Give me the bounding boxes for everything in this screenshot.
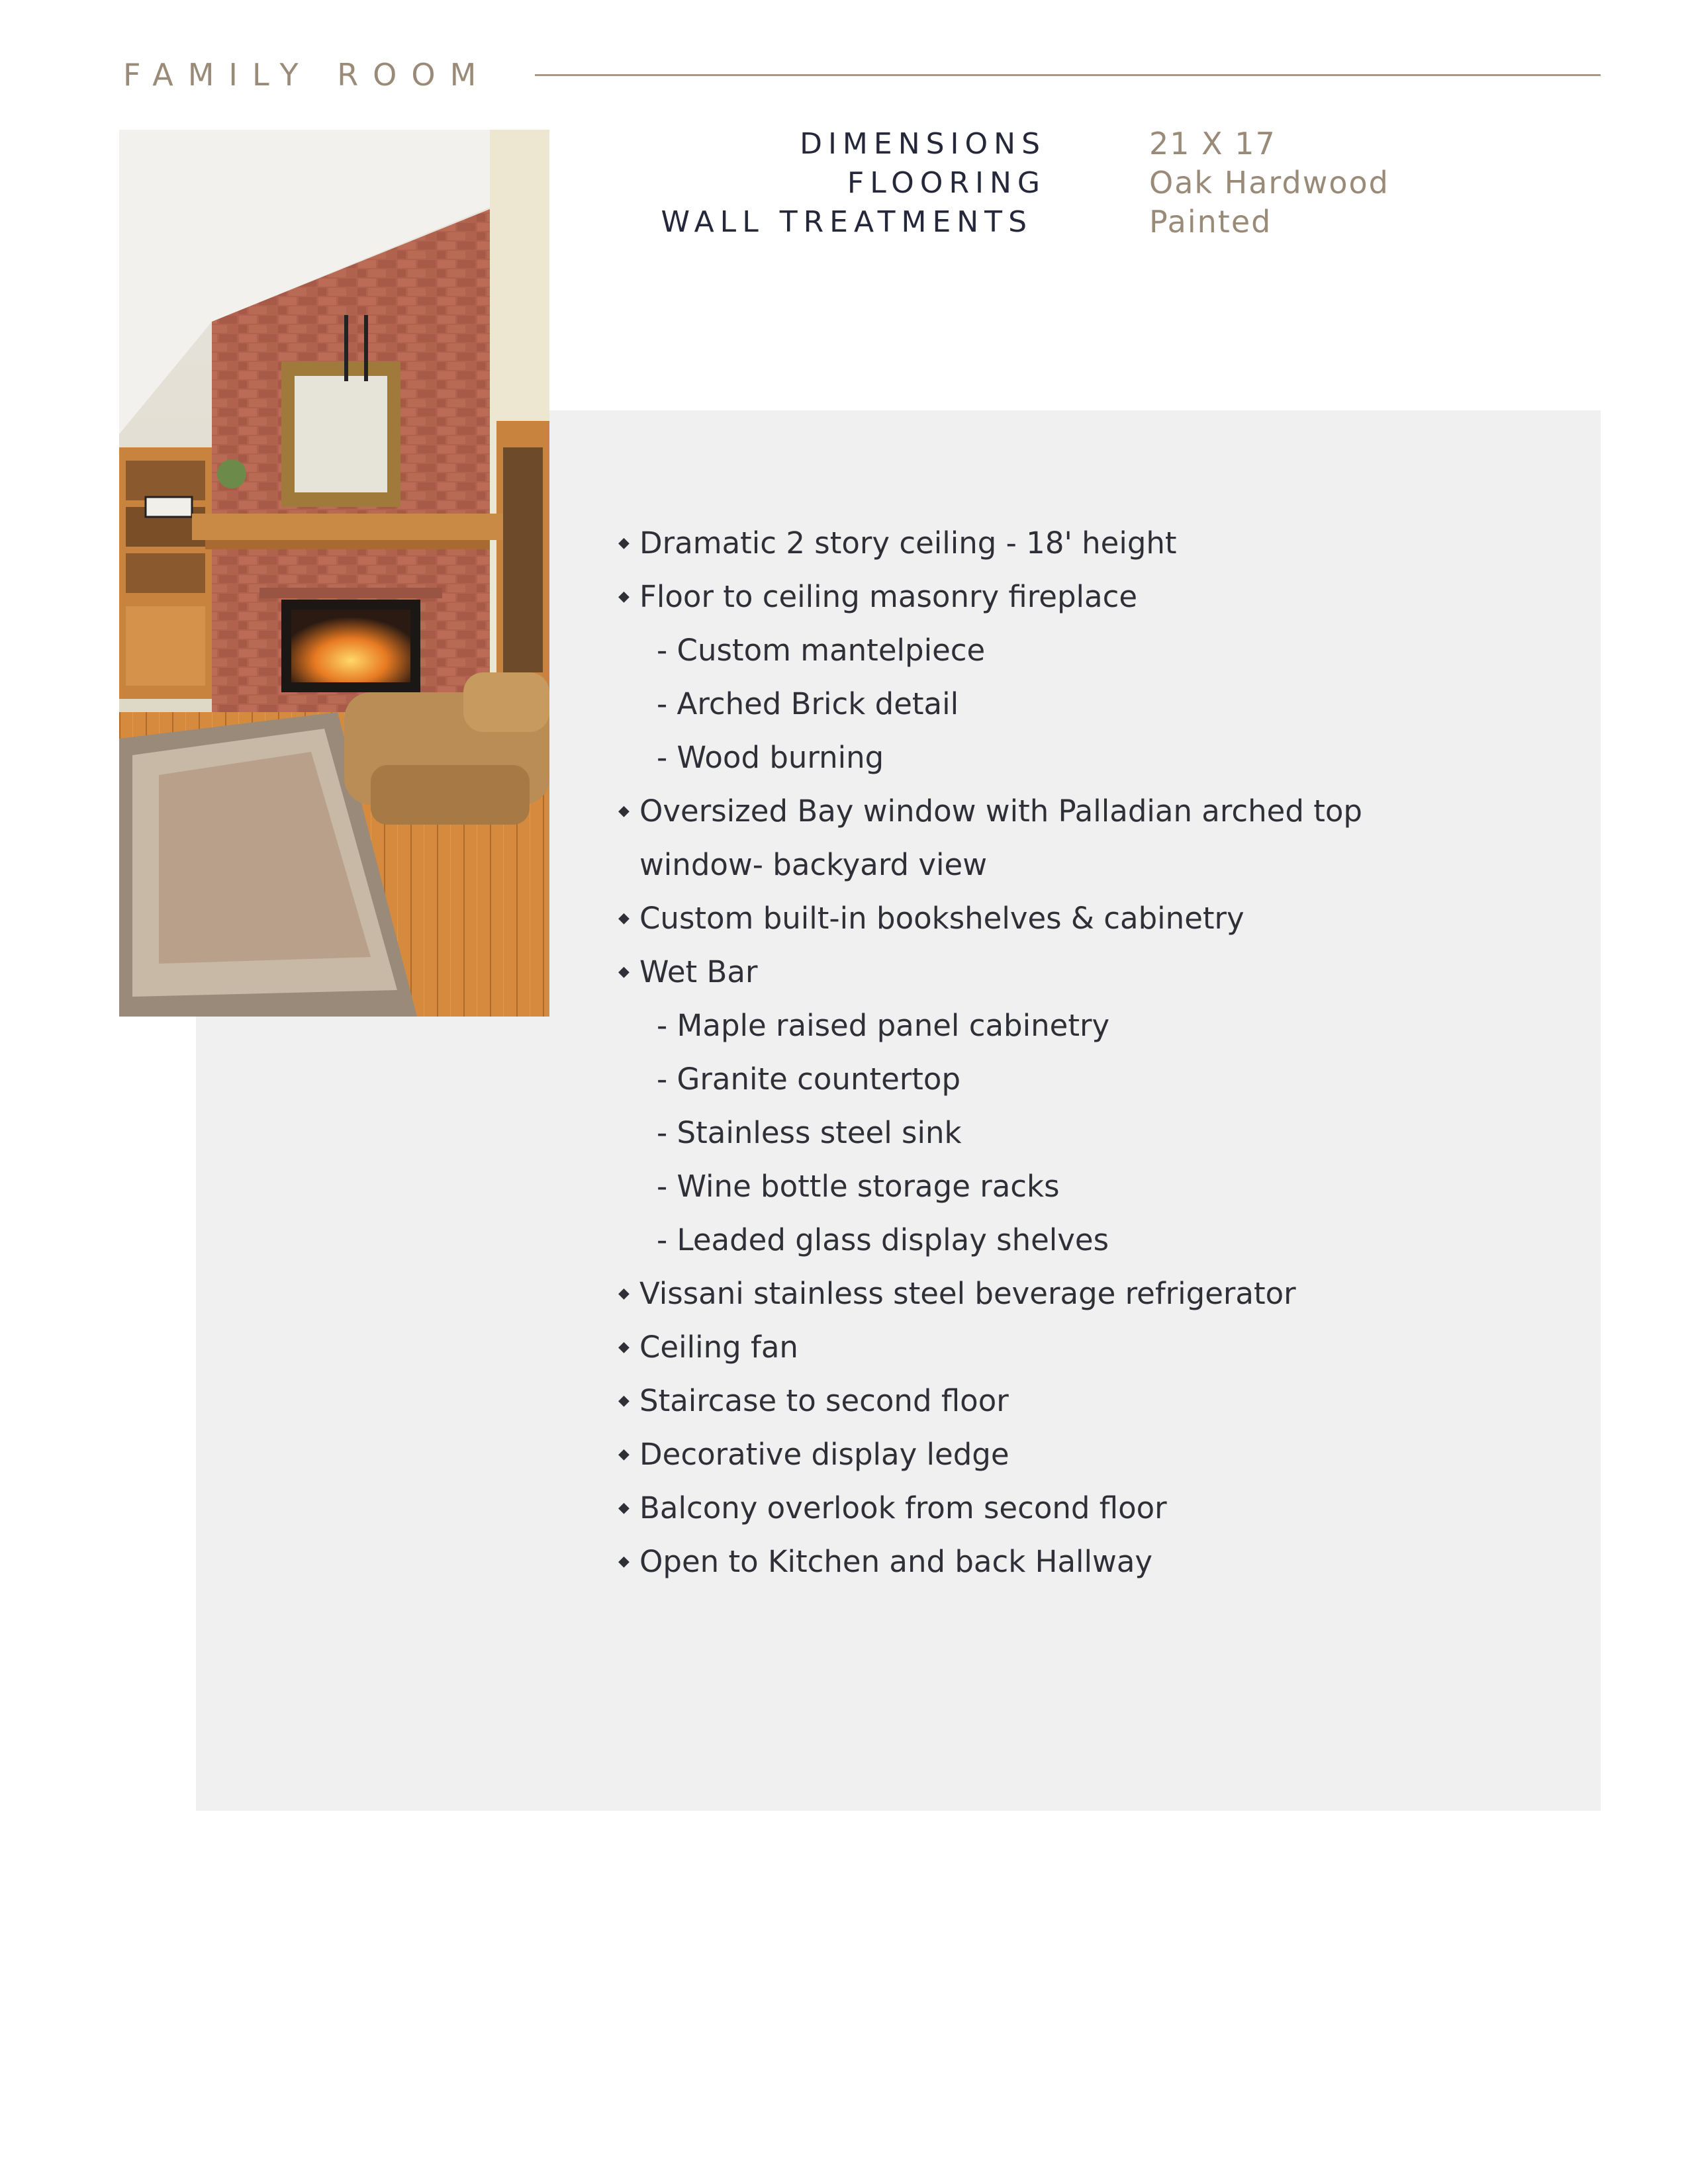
feature-text: - Wood burning: [657, 740, 884, 775]
bullet-icon: ◆: [618, 1392, 630, 1409]
feature-text: Ceiling fan: [639, 1330, 798, 1365]
bullet-icon: ◆: [618, 588, 630, 605]
feature-text: - Wine bottle storage racks: [657, 1169, 1060, 1204]
feature-text: Wet Bar: [639, 954, 758, 989]
spec-flooring: [596, 163, 1456, 203]
feature-text: - Maple raised panel cabinetry: [657, 1008, 1110, 1043]
title-divider: [535, 74, 1601, 76]
bullet-icon: ◆: [618, 964, 630, 980]
spec-label: DIMENSIONS: [800, 127, 1046, 161]
feature-item: [609, 1374, 1562, 1428]
spec-value: 21 X 17: [1149, 126, 1276, 161]
feature-text: Decorative display ledge: [639, 1437, 1009, 1472]
feature-text: Floor to ceiling masonry fireplace: [639, 579, 1138, 614]
spec-label: WALL TREATMENTS: [661, 205, 1033, 239]
spec-dimensions: [596, 124, 1456, 163]
feature-item: [609, 999, 1562, 1052]
feature-text: Custom built-in bookshelves & cabinetry: [639, 901, 1244, 936]
feature-item: [609, 1267, 1562, 1320]
features-list: [609, 516, 1562, 1588]
feature-item: [609, 570, 1562, 623]
feature-text: Staircase to second floor: [639, 1383, 1009, 1418]
bullet-icon: ◆: [618, 535, 630, 551]
feature-item: [609, 1320, 1562, 1374]
feature-item: [609, 1052, 1562, 1106]
section-title: FAMILY ROOM: [123, 57, 491, 93]
feature-item: [609, 945, 1562, 999]
feature-text: window- backyard view: [639, 847, 988, 882]
feature-item: [609, 731, 1562, 784]
feature-item: [609, 677, 1562, 731]
feature-item: [609, 891, 1562, 945]
feature-item: [609, 623, 1562, 677]
feature-text: Vissani stainless steel beverage refrigerator: [639, 1276, 1296, 1311]
spec-wall-treatments: [596, 203, 1456, 242]
feature-item: [609, 1160, 1562, 1213]
feature-item: [609, 1535, 1562, 1588]
spec-value: Oak Hardwood: [1149, 165, 1389, 201]
feature-text: - Granite countertop: [657, 1062, 961, 1097]
bullet-icon: ◆: [618, 1285, 630, 1302]
bullet-icon: ◆: [618, 1339, 630, 1355]
feature-text: - Stainless steel sink: [657, 1115, 962, 1150]
room-photo: [119, 130, 549, 1017]
spec-value: Painted: [1149, 204, 1272, 240]
feature-item: [609, 1106, 1562, 1160]
bullet-icon: ◆: [618, 1500, 630, 1516]
bullet-icon: ◆: [618, 803, 630, 819]
bullet-icon: ◆: [618, 1553, 630, 1570]
feature-item: [609, 1481, 1562, 1535]
feature-item: [609, 784, 1562, 838]
feature-item: [609, 1213, 1562, 1267]
feature-text: Dramatic 2 story ceiling - 18' height: [639, 525, 1177, 561]
room-specs: [596, 124, 1456, 242]
feature-text: Balcony overlook from second floor: [639, 1490, 1167, 1525]
bullet-icon: ◆: [618, 1446, 630, 1463]
feature-item: [609, 1428, 1562, 1481]
feature-text: - Leaded glass display shelves: [657, 1222, 1109, 1257]
bullet-icon: ◆: [618, 910, 630, 927]
feature-item: [609, 516, 1562, 570]
feature-text: - Arched Brick detail: [657, 686, 959, 721]
feature-text: Open to Kitchen and back Hallway: [639, 1544, 1153, 1579]
feature-text: - Custom mantelpiece: [657, 633, 986, 668]
feature-text: Oversized Bay window with Palladian arched top: [639, 794, 1362, 829]
spec-label: FLOORING: [847, 166, 1046, 200]
feature-item: [609, 838, 1562, 891]
